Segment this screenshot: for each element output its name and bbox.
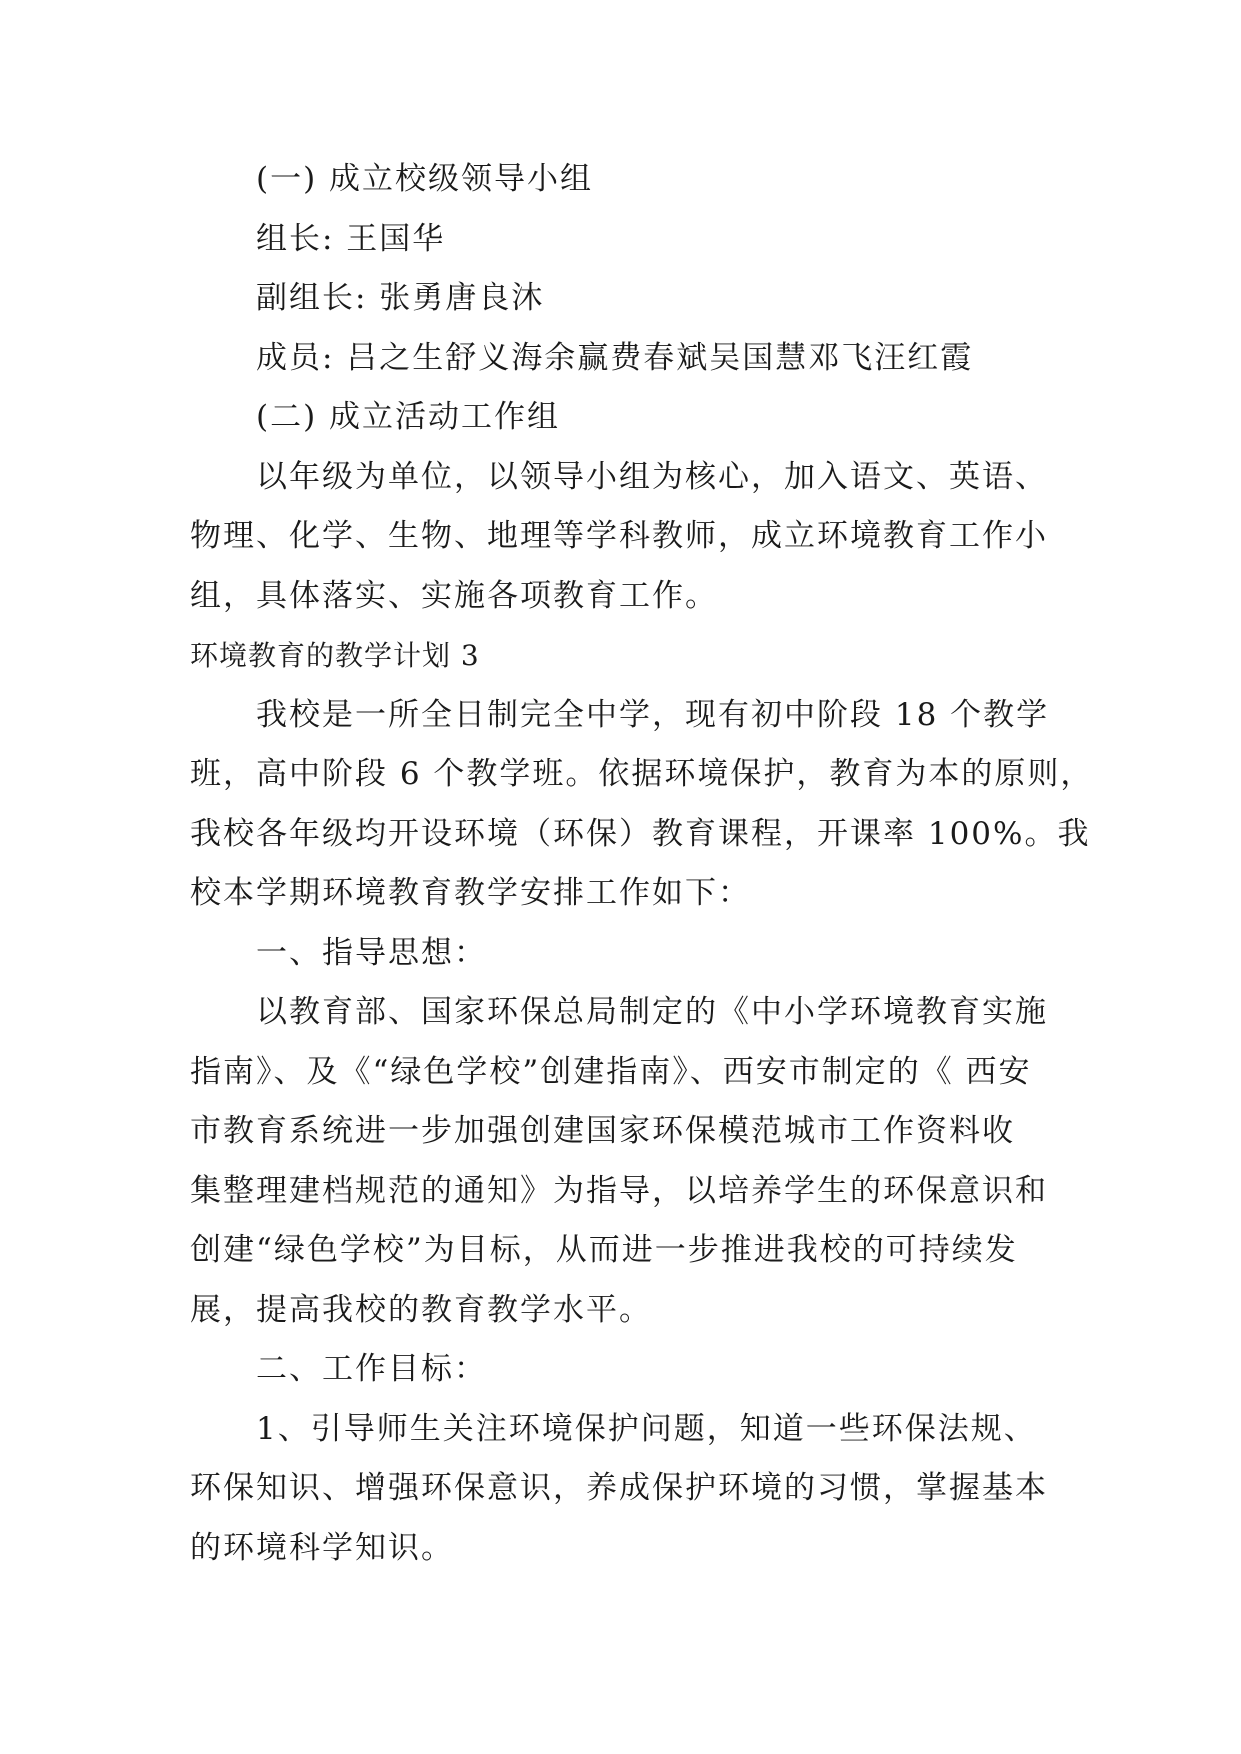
text-line: 指南》、及《“绿色学校”创建指南》、西安市制定的《 西安 [190,1053,1032,1090]
text-line: 创建“绿色学校”为目标，从而进一步推进我校的可持续发 [190,1232,1018,1268]
text-line: 二、工作目标： [256,1351,487,1387]
text-line: 副组长: 张勇唐良沐 [256,280,545,316]
text-line: 以年级为单位，以领导小组为核心，加入语文、英语、 [256,458,1048,495]
document-body [190,150,1094,1578]
text-line: 校本学期环境教育教学安排工作如下： [190,875,751,911]
section-heading: 环境教育的教学计划 3 [190,639,480,672]
text-line: 环保知识、增强环保意识，养成保护环境的习惯，掌握基本 [190,1470,1048,1506]
text-line: 我校是一所全日制完全中学，现有初中阶段 18 个教学 [256,696,1050,733]
text-line: 展，提高我校的教育教学水平。 [190,1291,652,1328]
text-line: (一) 成立校级领导小组 [256,161,594,197]
text-line: 市教育系统进一步加强创建国家环保模范城市工作资料收 [190,1113,1015,1149]
text-line: 集整理建档规范的通知》为指导，以培养学生的环保意识和 [190,1172,1048,1209]
text-line: 我校各年级均开设环境（环保）教育课程，开课率 100%。我 [190,815,1091,852]
text-line: 1、引导师生关注环境保护问题，知道一些环保法规、 [256,1410,1037,1447]
text-line: 的环境科学知识。 [190,1529,454,1566]
text-line: 组，具体落实、实施各项教育工作。 [190,577,718,614]
text-line: 组长: 王国华 [256,220,446,257]
text-line: 物理、化学、生物、地理等学科教师，成立环境教育工作小 [190,518,1048,554]
text-line: 以教育部、国家环保总局制定的《中小学环境教育实施 [256,994,1048,1030]
text-line: 班，高中阶段 6 个教学班。依据环境保护，教育为本的原则， [190,756,1094,792]
text-line: 一、指导思想： [256,934,487,971]
text-line: (二) 成立活动工作组 [256,399,561,435]
text-line: 成员: 吕之生舒义海余赢费春斌吴国慧邓飞汪红霞 [256,339,974,376]
